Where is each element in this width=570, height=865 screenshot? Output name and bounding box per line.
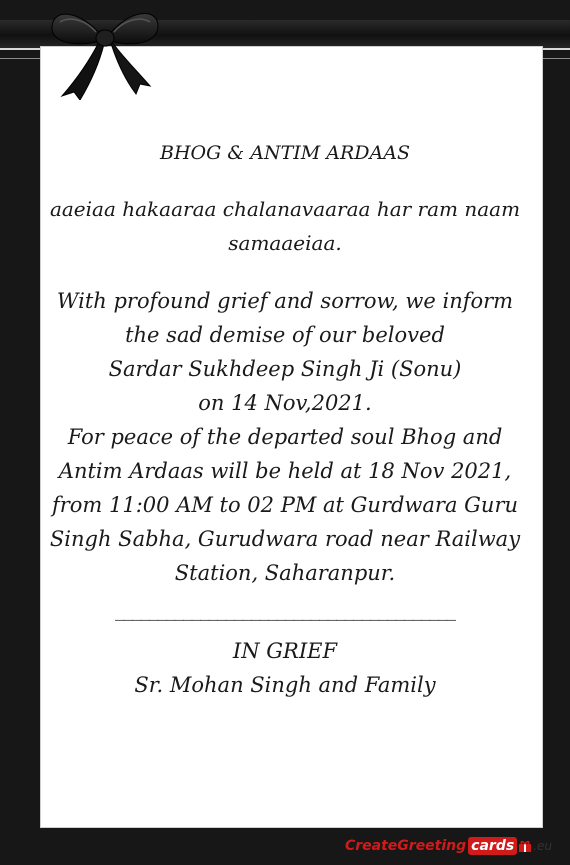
in-grief-label: IN GRIEF xyxy=(232,639,338,663)
announcement-line: on 14 Nov,2021. xyxy=(198,391,372,415)
site-logo[interactable] xyxy=(345,833,552,859)
announcement-line: With profound grief and sorrow, we inform xyxy=(56,289,514,313)
announcement-line: Station, Saharanpur. xyxy=(174,561,396,585)
announcement-line: the sad demise of our beloved xyxy=(125,323,445,347)
gift-icon xyxy=(518,839,532,853)
announcement-line: from 11:00 AM to 02 PM at Gurdwara Guru xyxy=(51,493,519,517)
announcement-line: Singh Sabha, Gurudwara road near Railway xyxy=(49,527,521,551)
logo-brand: CreateGreeting xyxy=(344,838,467,854)
card-content xyxy=(40,140,530,702)
announcement-line: Antim Ardaas will be held at 18 Nov 2021, xyxy=(58,459,512,483)
card-title: BHOG & ANTIM ARDAAS xyxy=(159,142,410,164)
logo-cards: cards xyxy=(468,837,517,855)
logo-tld: .eu xyxy=(533,839,552,853)
intro-verse: aaeiaa hakaaraa chalanavaaraa har ram naam samaaeiaa. xyxy=(49,197,521,255)
divider-line: ________________________________________ xyxy=(115,599,455,621)
announcement-line: Sardar Sukhdeep Singh Ji (Sonu) xyxy=(108,357,462,381)
ribbon-bow-icon xyxy=(40,0,170,100)
announcement-text xyxy=(40,284,530,590)
announcement-line: For peace of the departed soul Bhog and xyxy=(67,425,503,449)
signature: Sr. Mohan Singh and Family xyxy=(134,673,436,697)
